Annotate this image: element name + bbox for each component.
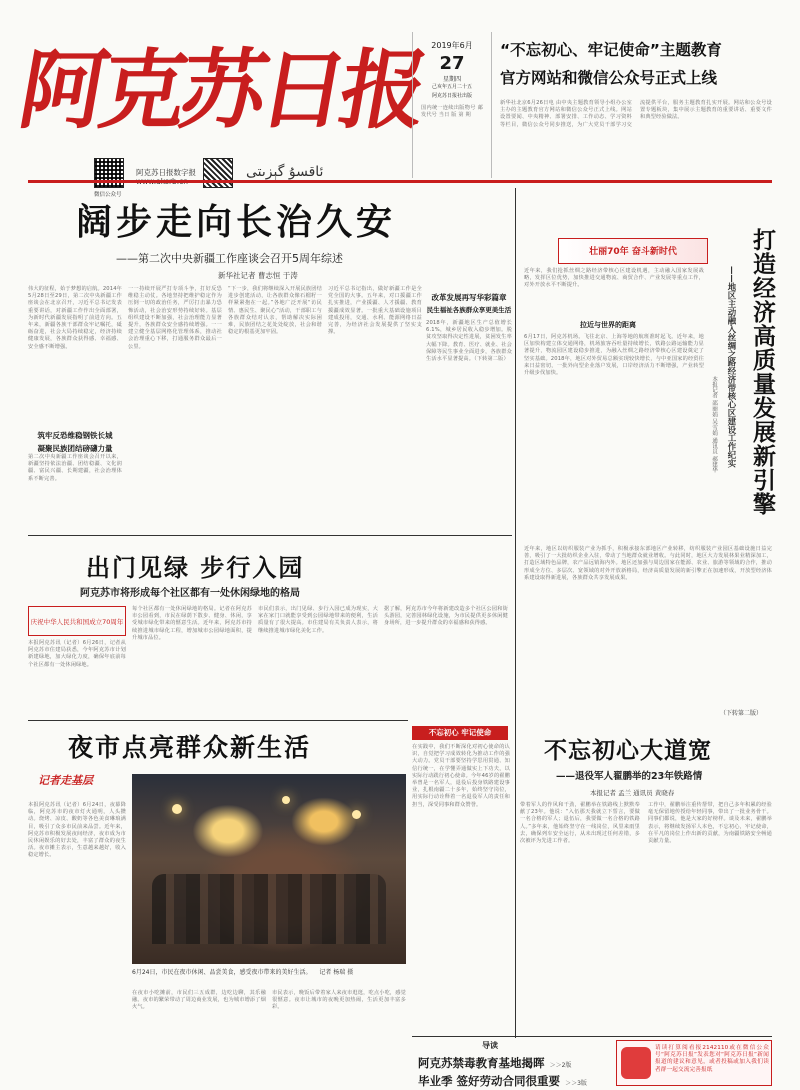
mission-byline: 本报记者 孟兰 通讯员 黄晓春 (590, 789, 675, 797)
guide-rule (412, 1036, 772, 1037)
dateline-year-month: 2019年6月 (431, 41, 473, 50)
green-title: 出门见绿 步行入园 (86, 554, 305, 582)
photo-lamp-3 (352, 810, 361, 819)
ad-text: 请读打算阅看报2142110或在微信公众号“阿克苏日报”发表您对“阿克苏日报”新闻报道的建议和意见，或者投稿或加入我们读者群一起交流完善报纸 (655, 1045, 769, 1073)
ad-box (616, 1040, 772, 1086)
feature-title (746, 228, 775, 558)
logo-art (12, 28, 430, 141)
right-feature (520, 188, 775, 728)
lead-body-col-4: 习近平总书记指出，做好新疆工作是全党全国的大事。五年来，对口援疆工作扎实推进，产业援疆、人才援疆、教育援疆成效显著。一批重大基础设施项目建成投用，交通、水利、能源网络日益完善，为经济社会发展提供了坚实支撑。 (328, 286, 422, 336)
feature-byline-text: 本报记者 邵丽娟 吴雪娟 通讯员 郝建华 (711, 376, 717, 473)
dateline (412, 32, 492, 178)
photo-crowd (152, 874, 386, 944)
mission-divider (515, 728, 516, 1038)
dateline-fineprint: 国内统一连续出版物号 邮发代号 当日 版 第 期 (421, 105, 483, 119)
photo-lamp-2 (282, 796, 290, 804)
feature-byline (710, 376, 722, 536)
night-caption-text: 6月24日，市民在夜市休闲、品尝美食，感受夜市带来的美好生活。 (132, 969, 312, 976)
lead-subtitle: ——第二次中央新疆工作座谈会召开5周年综述 (116, 252, 343, 265)
lead-byline: 新华社记者 曹志恒 于涛 (218, 271, 298, 280)
dateline-day: 27 (439, 53, 465, 74)
feature-section-heading: 拉近与世界的距离 (580, 321, 636, 329)
lead-body-col-1b: 第二次中央新疆工作座谈会召开以来，新疆坚持依法治疆、团结稳疆、文化润疆、富民兴疆、长期建疆，社会治理体系不断完善。 (28, 454, 122, 482)
top-story-title-2: 官方网站和微信公众号正式上线 (500, 69, 718, 87)
lead-body-col-2: 一一持续开展严打专项斗争，打好反恐维稳主动仗。各地坚持把维护稳定作为压倒一切的政治任务，严厉打击暴力恐怖活动，社会治安形势持续好转。基层组织建设不断加强，社会治理能力显著提升，各族群众安全感持续增强。一一建立健全基层网格化管理体系，推动社会治理重心下移，打通服务群众最后一公里。 (128, 286, 222, 350)
feature-subtitle (726, 266, 742, 526)
dateline-publisher: 阿克苏日报社出版 (431, 93, 472, 99)
night-body-3: 市民表示，晚饭后带着家人来夜市逛逛，吃点小吃，感觉很惬意。夜市让城市的夜晚更加热闹，生活更加丰富多彩。 (272, 990, 406, 1011)
lead-heading-2 (426, 292, 512, 314)
lead-story (28, 188, 512, 530)
guide-item-2[interactable] (418, 1070, 612, 1086)
feature-title-text: 打造经济高质量发展新引擎 (749, 228, 775, 516)
green-body-1: 本报阿克苏讯（记者）6月26日，记者从阿克苏市住建局获悉，今年阿克苏市计划新建绿地，加大绿化力度，确保年底前每个社区都有一处休闲绿地。 (28, 640, 126, 668)
lead-heading-2-a: 改革发展再写华彩篇章 (431, 293, 507, 302)
mission-body-2: 工作中，翟鹏举注重传帮带，把自己多年积累的经验毫无保留地传授给年轻同事，带出了一批业务骨干。同事们都说，他是大家的好榜样。谈及未来，翟鹏举表示，将继续发扬军人本色，不忘初心，牢记使命，在平凡的岗位上作出新的贡献，为南疆铁路安全畅通贡献力量。 (648, 802, 772, 845)
green-subtitle: 阿克苏市将形成每个社区都有一处休闲绿地的格局 (80, 588, 300, 599)
night-title: 夜市点亮群众新生活 (68, 733, 312, 762)
guide-item-1[interactable] (418, 1052, 612, 1068)
mission-body-1: 带着军人的作风和干劲，翟鹏举在铁路线上默默奉献了23年。他说：“入伍那天我就立下誓言，要做一名合格的军人；退伍后，我要做一名合格的铁路人。”多年来，他始终坚守在一线岗位，风里来雨里去，确保列车安全运行，从未出现过任何差错，多次被评为先进工作者。 (520, 802, 640, 845)
lead-heading-1-b: 凝聚民族团结磅礴力量 (37, 444, 113, 453)
green-rule (28, 535, 512, 536)
dateline-lunar: 己亥年五月二十五 (431, 84, 472, 90)
feature-body-1: 近年来，我们抢抓丝绸之路经济带核心区建设机遇，主动融入国家发展战略，发挥区位优势，加快推进交通物流、商贸合作、产业发展等重点工作，对外开放水平不断提升。 (524, 268, 704, 289)
wechat-label: 微信公众号 (94, 192, 122, 198)
column-divider (515, 188, 516, 728)
night-rule (28, 720, 408, 721)
night-body-1: 本报阿克苏讯（记者）6月24日，夜幕降临，阿克苏市的夜市灯火通明，人头攒动。烧烤、凉皮、酸奶等各色美食琳琅满目，吸引了众多市民前来品尝。近年来，阿克苏市积极发展夜间经济，夜市成为市民休闲娱乐的好去处，丰富了群众的夜生活。夜市摊主表示，生意越来越好，收入稳定增长。 (28, 802, 126, 859)
mission-tag (412, 726, 508, 740)
top-story-body: 新华社北京6月26日电 由中央主题教育领导小组办公室主办的主题教育官方网站和微信公众号正式上线。网站设置要闻、中央精神、部署安排、工作动态、学习资料等栏目，微信公众号同步推送，为广大党员干部学习交流提供平台，服务主题教育扎实开展。网站和公众号设置专题板块，集中展示主题教育的重要讲话、重要文件和典型经验做法。 (500, 100, 772, 128)
guide-item-2-page: ＞＞3版 (565, 1080, 587, 1087)
qr-code-1 (94, 158, 124, 188)
night-story (28, 724, 406, 1064)
epaper-label: 阿克苏日报数字报 (136, 168, 196, 177)
mission-subtitle: ——退役军人翟鹏举的23年铁路情 (556, 771, 703, 782)
lead-title: 阔步走向长治久安 (76, 202, 397, 243)
lead-heading-2-b: 民生福祉各族群众享更美生活 (426, 306, 512, 314)
feature-banner (558, 238, 708, 264)
guide-item-1-page: ＞＞2版 (549, 1062, 572, 1069)
green-body-4: 据了解，阿克苏市今年将新建改造多个社区公园和街头游园，完善园林绿化设施，为市民提供更多休闲健身场所，进一步提升群众的幸福感和获得感。 (384, 606, 508, 627)
night-photographer: 记者 杨瑞 摄 (319, 969, 354, 976)
green-badge (28, 606, 126, 636)
lead-body-col-3: “下一步，我们将继续深入开展民族团结进步创建活动，让各族群众像石榴籽一样紧紧抱在一起。”各地广泛开展“访民情、惠民生、聚民心”活动，干部职工与各族群众结对认亲，帮助解决实际困难，民族团结之花处处绽放，社会和谐稳定的根基更加牢固。 (228, 286, 322, 336)
feature-subtitle-text: ——地区主动融入丝绸之路经济带核心区建设工作纪实 (727, 266, 737, 468)
top-story-title-1: “不忘初心、牢记使命”主题教育 (500, 41, 722, 59)
dateline-weekday: 星期四 (442, 76, 461, 83)
night-caption (132, 968, 406, 977)
uyghur-title: ئاقسۇ گېزىتى (246, 164, 324, 180)
photo-lamp-1 (172, 804, 182, 814)
guide-label: 导读 (482, 1041, 498, 1050)
feature-body-3: 近年来，地区以纺织服装产业为抓手，积极承接东部地区产业转移，纺织服装产业园区基础设施日益完善，吸引了一大批纺织企业入驻，带动了当地群众就业增收。与此同时，地区大力发展林果业精深加工，打造区域特色品牌，农产品远销海内外。地区还加强与周边国家在能源、农业、旅游等领域的合作，推动形成全方位、多层次、宽领域的对外开放新格局，经济高质量发展的新引擎正在加速形成，开放型经济体系建设取得新进展，各族群众共享发展成果。 (524, 546, 772, 581)
guide-item-2-title: 毕业季 签好劳动合同很重要 (418, 1074, 561, 1088)
mission-body-left: 在实践中，我们不断深化对初心使命的认识，自觉把学习成效转化为推动工作的强大动力。党员干部要坚持学思用贯通、知信行统一，在学懂弄通做实上下功夫，以实际行动践行初心使命。今年46岁的翟鹏举曾是一名军人，退役后投身铁路建设事业，扎根南疆二十多年，始终坚守岗位，用实际行动诠释着一名退役军人的责任和担当，深受同事和群众赞誉。 (412, 744, 510, 808)
masthead-logo (12, 28, 430, 141)
night-column-tag (38, 772, 118, 794)
ad-logo-icon (621, 1047, 651, 1079)
top-story (500, 38, 772, 178)
feature-ending: （下转第二版） (720, 710, 763, 717)
feature-body-2: 6月17日，阿克苏机场。飞往北京、上海等地的航班准时起飞。近年来，地区加快构建立体交通网络，机场旅客吞吐量持续增长，铁路公路运输能力显著提升，物流园区建设稳步推进，为融入丝绸之路经济带核心区建设奠定了坚实基础。2018年，地区对外贸易总额实现较快增长，与中亚国家的经贸往来日益密切，一批外向型企业落户发展，口岸经济活力不断增强，产业转型升级步伐加快。 (524, 334, 704, 377)
mission-title: 不忘初心大道宽 (544, 738, 712, 764)
masthead-rule (28, 180, 772, 183)
masthead (12, 28, 430, 198)
mission-story (520, 730, 772, 1034)
lead-heading-1 (28, 430, 122, 454)
qr-code-2 (203, 158, 233, 188)
lead-body-col-5: 2018年，新疆地区生产总值增长6.1%，城乡居民收入稳步增加。脱贫攻坚取得决定性进展，贫困发生率大幅下降。教育、医疗、就业、社会保障等民生事业全面进步，各族群众生活水平显著提高。（下转第二版） (426, 320, 512, 363)
night-photo (132, 774, 406, 964)
feature-banner-text: 壮丽70年 奋斗新时代 (589, 247, 677, 257)
guide-item-1-title: 阿克苏禁毒教育基地揭晖 (418, 1056, 545, 1070)
green-body-2: 每个社区都有一处休闲绿地的格局。记者在阿克苏市公园看到，市民在绿荫下散步、健身、休闲，享受城市绿化带来的惬意生活。近年来，阿克苏市持续推进城市绿化工程，增加城市公园绿地面积，提升城市品位。 (132, 606, 252, 641)
night-body-2: 在夜市小吃摊前，市民们三五成群，边吃边聊，其乐融融。夜市的繁荣带动了周边商业发展，也为城市增添了烟火气。 (132, 990, 266, 1011)
night-column-text: 记者走基层 (38, 774, 93, 787)
logo-text: 阿克苏日报 (12, 40, 430, 141)
guide-box (412, 1040, 612, 1088)
green-badge-text: 庆祝中华人民共和国成立70周年 (30, 618, 124, 626)
green-story (28, 540, 512, 712)
lead-body-col-1: 伟大的征程，始于梦想的启航。2014年5月28日至29日，第二次中央新疆工作座谈会在北京召开，习近平总书记发表重要讲话，对新疆工作作出全面部署，为新时代新疆发展指明了前进方向。五年来，新疆各族干部群众牢记嘱托，砥砺奋进，社会大局持续稳定，经济持续健康发展，各族群众获得感、幸福感、安全感不断增强。 (28, 286, 122, 350)
lead-heading-1-a: 筑牢反恐维稳钢铁长城 (37, 431, 113, 440)
mission-tag-text: 不忘初心 牢记使命 (428, 728, 492, 737)
green-body-3: 市民们表示，出门见绿、步行入园已成为现实，大家在家门口就能享受到公园绿地带来的便利，生活质量有了很大提高。市住建局有关负责人表示，将继续推进城市绿化美化工作。 (258, 606, 378, 634)
